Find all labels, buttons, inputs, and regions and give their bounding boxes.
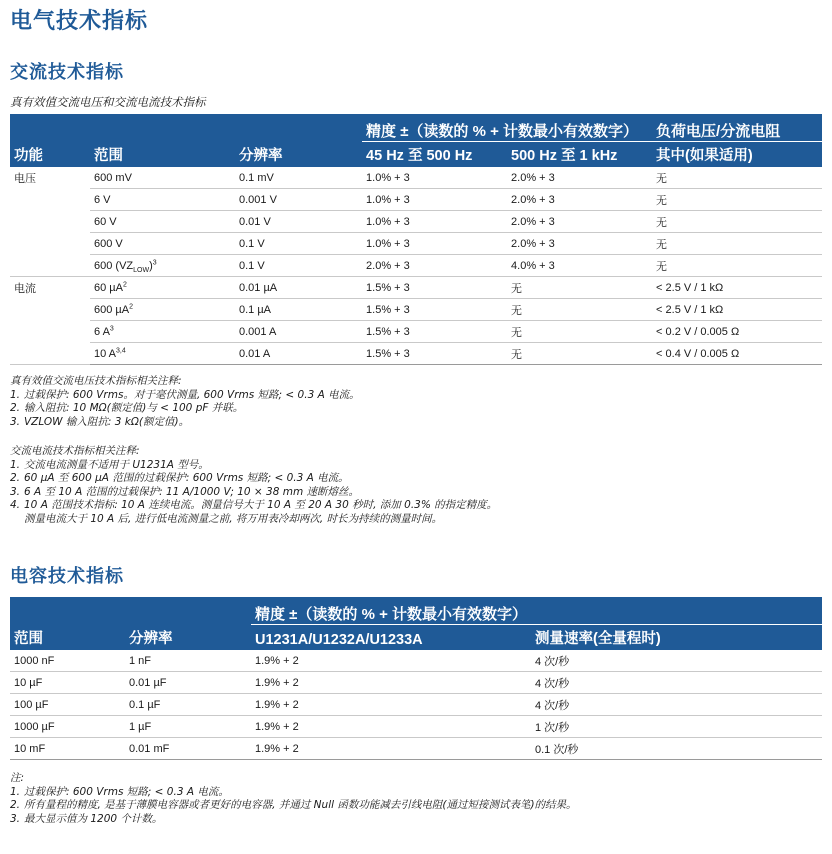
col-resolution: 分辨率	[235, 142, 362, 168]
accuracy-45-500-cell: 1.0% + 3	[362, 233, 507, 255]
cap-accuracy-header: 精度 ±（读数的 % + 计数最小有效数字）	[251, 597, 822, 625]
function-cell	[10, 343, 90, 365]
note-text: 过载保护: 600 Vrms 短路; < 0.3 A 电流。	[24, 785, 229, 798]
col-45hz-500hz: 45 Hz 至 500 Hz	[362, 142, 507, 168]
note-number: 2.	[10, 799, 21, 812]
cap-accuracy-cell: 1.9% + 2	[251, 650, 531, 672]
range-cell	[90, 255, 235, 277]
accuracy-500-1k-cell: 2.0% + 3	[507, 211, 652, 233]
range-cell	[90, 167, 235, 189]
ac-header-row-1	[10, 114, 822, 142]
note-number: 3.	[10, 812, 21, 825]
function-cell	[10, 211, 90, 233]
cap-col-rate: 测量速率(全量程时)	[531, 625, 822, 651]
note-text: 所有量程的精度, 是基于薄膜电容器或者更好的电容器, 并通过 Null 函数功能减去引线电阻(通过短接测试表笔)的结果。	[24, 799, 577, 812]
notes-title: 真有效值交流电压技术指标相关注释:	[10, 375, 182, 387]
note-text: VZLOW 输入阻抗: 3 kΩ(额定值)。	[24, 415, 190, 428]
burden-cell: < 2.5 V / 1 kΩ	[652, 299, 822, 321]
note-ref: 2	[122, 281, 127, 289]
accuracy-500-1k-cell: 无	[507, 321, 652, 343]
cap-range-cell: 100 µF	[10, 694, 125, 716]
table-row	[10, 189, 822, 211]
function-cell	[10, 233, 90, 255]
range-text: 600 µA	[94, 304, 130, 316]
accuracy-45-500-cell: 1.5% + 3	[362, 277, 507, 299]
cap-resolution-cell: 0.01 µF	[125, 672, 251, 694]
col-function: 功能	[10, 142, 90, 168]
table-row	[10, 233, 822, 255]
cap-rate-cell: 0.1 次/秒	[531, 738, 822, 760]
cap-range-cell: 10 mF	[10, 738, 125, 760]
ac-header-row-2	[10, 142, 822, 168]
accuracy-45-500-cell: 2.0% + 3	[362, 255, 507, 277]
cap-rate-cell: 1 次/秒	[531, 716, 822, 738]
note-item	[10, 389, 360, 403]
burden-cell: < 2.5 V / 1 kΩ	[652, 277, 822, 299]
table-row	[10, 211, 822, 233]
table-row	[10, 167, 822, 189]
ac-burden-header: 负荷电压/分流电阻	[652, 114, 822, 142]
burden-cell: 无	[652, 255, 822, 277]
capacitance-notes	[10, 772, 577, 826]
cap-resolution-cell: 1 µF	[125, 716, 251, 738]
note-ref: 3	[109, 325, 114, 333]
accuracy-45-500-cell: 1.5% + 3	[362, 299, 507, 321]
page-title: 电气技术指标	[10, 9, 149, 34]
ac-section-heading: 交流技术指标	[10, 62, 124, 83]
current-notes	[10, 445, 497, 527]
note-number: 2.	[10, 402, 21, 415]
voltage-notes	[10, 375, 360, 429]
ac-table-caption: 真有效值交流电压和交流电流技术指标	[10, 95, 206, 109]
range-text: 600 mV	[94, 172, 132, 184]
accuracy-500-1k-cell: 2.0% + 3	[507, 189, 652, 211]
notes-title: 注:	[10, 772, 25, 784]
table-row	[10, 738, 822, 760]
function-cell	[10, 321, 90, 343]
note-text: 过载保护: 600 Vrms。对于毫伏测量, 600 Vrms 短路; < 0.3 A 电流。	[24, 388, 360, 401]
table-row	[10, 277, 822, 299]
range-text: 60 µA	[94, 282, 123, 294]
accuracy-45-500-cell: 1.0% + 3	[362, 189, 507, 211]
cap-table-body	[10, 650, 822, 760]
accuracy-45-500-cell: 1.5% + 3	[362, 343, 507, 365]
burden-cell: < 0.4 V / 0.005 Ω	[652, 343, 822, 365]
range-text: 6 V	[94, 194, 111, 206]
range-cell	[90, 233, 235, 255]
note-item	[10, 799, 577, 813]
accuracy-500-1k-cell: 无	[507, 343, 652, 365]
accuracy-500-1k-cell: 2.0% + 3	[507, 233, 652, 255]
accuracy-500-1k-cell: 无	[507, 299, 652, 321]
cap-resolution-cell: 1 nF	[125, 650, 251, 672]
resolution-cell: 0.01 V	[235, 211, 362, 233]
cap-col-models: U1231A/U1232A/U1233A	[251, 625, 531, 651]
function-cell	[10, 189, 90, 211]
note-number: 2.	[10, 472, 21, 485]
cap-section-heading: 电容技术指标	[10, 566, 124, 587]
accuracy-500-1k-cell: 无	[507, 277, 652, 299]
col-burden: 其中(如果适用)	[652, 142, 822, 168]
ac-accuracy-header: 精度 ±（读数的 % + 计数最小有效数字）	[362, 114, 652, 142]
note-number: 1.	[10, 785, 21, 798]
function-cell	[10, 255, 90, 277]
cap-accuracy-cell: 1.9% + 2	[251, 672, 531, 694]
cap-header-row-2	[10, 625, 822, 651]
ac-table-body	[10, 167, 822, 365]
cap-resolution-cell: 0.1 µF	[125, 694, 251, 716]
range-cell	[90, 299, 235, 321]
note-item	[10, 459, 497, 473]
accuracy-500-1k-cell: 4.0% + 3	[507, 255, 652, 277]
function-cell	[10, 299, 90, 321]
note-number: 1.	[10, 388, 21, 401]
table-row	[10, 255, 822, 277]
note-text: 最大显示值为 1200 个计数。	[24, 812, 163, 825]
cap-rate-cell: 4 次/秒	[531, 650, 822, 672]
accuracy-45-500-cell: 1.0% + 3	[362, 211, 507, 233]
note-text: 输入阻抗: 10 MΩ(额定值)与 < 100 pF 并联。	[24, 402, 244, 415]
cap-rate-cell: 4 次/秒	[531, 694, 822, 716]
range-text: 600 (VZ	[94, 260, 134, 272]
resolution-cell: 0.001 V	[235, 189, 362, 211]
burden-cell: 无	[652, 211, 822, 233]
resolution-cell: 0.1 V	[235, 255, 362, 277]
range-tail: )	[149, 260, 153, 272]
accuracy-500-1k-cell: 2.0% + 3	[507, 167, 652, 189]
resolution-cell: 0.1 mV	[235, 167, 362, 189]
note-item	[10, 786, 577, 800]
cap-col-range: 范围	[10, 625, 125, 651]
cap-range-cell: 10 µF	[10, 672, 125, 694]
note-item	[10, 499, 497, 513]
ac-spec-table	[10, 114, 822, 365]
resolution-cell: 0.001 A	[235, 321, 362, 343]
range-cell	[90, 343, 235, 365]
function-cell: 电压	[14, 173, 36, 186]
note-item	[10, 813, 577, 827]
cap-col-resolution: 分辨率	[125, 625, 251, 651]
note-text: 交流电流测量不适用于 U1231A 型号。	[24, 458, 209, 471]
col-500hz-1khz: 500 Hz 至 1 kHz	[507, 142, 652, 168]
note-ref: 3	[152, 259, 157, 267]
burden-cell: 无	[652, 233, 822, 255]
note-continuation: 测量电流大于 10 A 后, 进行低电流测量之前, 将万用表冷却两次, 时长为持续的测量时间。	[24, 512, 443, 525]
note-text: 10 A 范围技术指标: 10 A 连续电流。测量信号大于 10 A 至 20 A 30 秒时, 添加 0.3% 的指定精度。	[24, 499, 498, 512]
table-row	[10, 343, 822, 365]
cap-accuracy-cell: 1.9% + 2	[251, 716, 531, 738]
range-cell	[90, 277, 235, 299]
range-cell	[90, 189, 235, 211]
table-row	[10, 672, 822, 694]
note-item	[10, 402, 360, 416]
note-number: 4.	[10, 499, 21, 512]
range-text: 60 V	[94, 216, 117, 228]
note-ref: 3,4	[116, 347, 126, 355]
note-item	[10, 472, 497, 486]
cap-range-cell: 1000 nF	[10, 650, 125, 672]
table-row	[10, 299, 822, 321]
range-text: 600 V	[94, 238, 123, 250]
range-subscript: LOW	[133, 267, 150, 275]
note-text: 60 µA 至 600 µA 范围的过载保护: 600 Vrms 短路; < 0.3 A 电流。	[24, 472, 349, 485]
note-item	[10, 486, 497, 500]
table-row	[10, 650, 822, 672]
resolution-cell: 0.1 µA	[235, 299, 362, 321]
cap-header-row-1	[10, 597, 822, 625]
table-row	[10, 716, 822, 738]
range-text: 10 A	[94, 348, 117, 360]
note-text: 6 A 至 10 A 范围的过载保护: 11 A/1000 V; 10 × 38 mm 速断熔丝。	[24, 485, 360, 498]
range-text: 6 A	[94, 326, 110, 338]
col-range: 范围	[90, 142, 235, 168]
resolution-cell: 0.1 V	[235, 233, 362, 255]
range-cell	[90, 211, 235, 233]
cap-resolution-cell: 0.01 mF	[125, 738, 251, 760]
accuracy-45-500-cell: 1.0% + 3	[362, 167, 507, 189]
burden-cell: < 0.2 V / 0.005 Ω	[652, 321, 822, 343]
function-cell: 电流	[14, 283, 36, 296]
resolution-cell: 0.01 µA	[235, 277, 362, 299]
table-row	[10, 321, 822, 343]
note-item	[10, 416, 360, 430]
cap-rate-cell: 4 次/秒	[531, 672, 822, 694]
capacitance-spec-table	[10, 597, 822, 760]
table-row	[10, 694, 822, 716]
burden-cell: 无	[652, 167, 822, 189]
resolution-cell: 0.01 A	[235, 343, 362, 365]
note-number: 3.	[10, 485, 21, 498]
cap-accuracy-cell: 1.9% + 2	[251, 694, 531, 716]
cap-range-cell: 1000 µF	[10, 716, 125, 738]
note-ref: 2	[129, 303, 133, 311]
note-number: 3.	[10, 415, 21, 428]
notes-title: 交流电流技术指标相关注释:	[10, 445, 140, 457]
range-cell	[90, 321, 235, 343]
accuracy-45-500-cell: 1.5% + 3	[362, 321, 507, 343]
cap-accuracy-cell: 1.9% + 2	[251, 738, 531, 760]
note-number: 1.	[10, 458, 21, 471]
burden-cell: 无	[652, 189, 822, 211]
